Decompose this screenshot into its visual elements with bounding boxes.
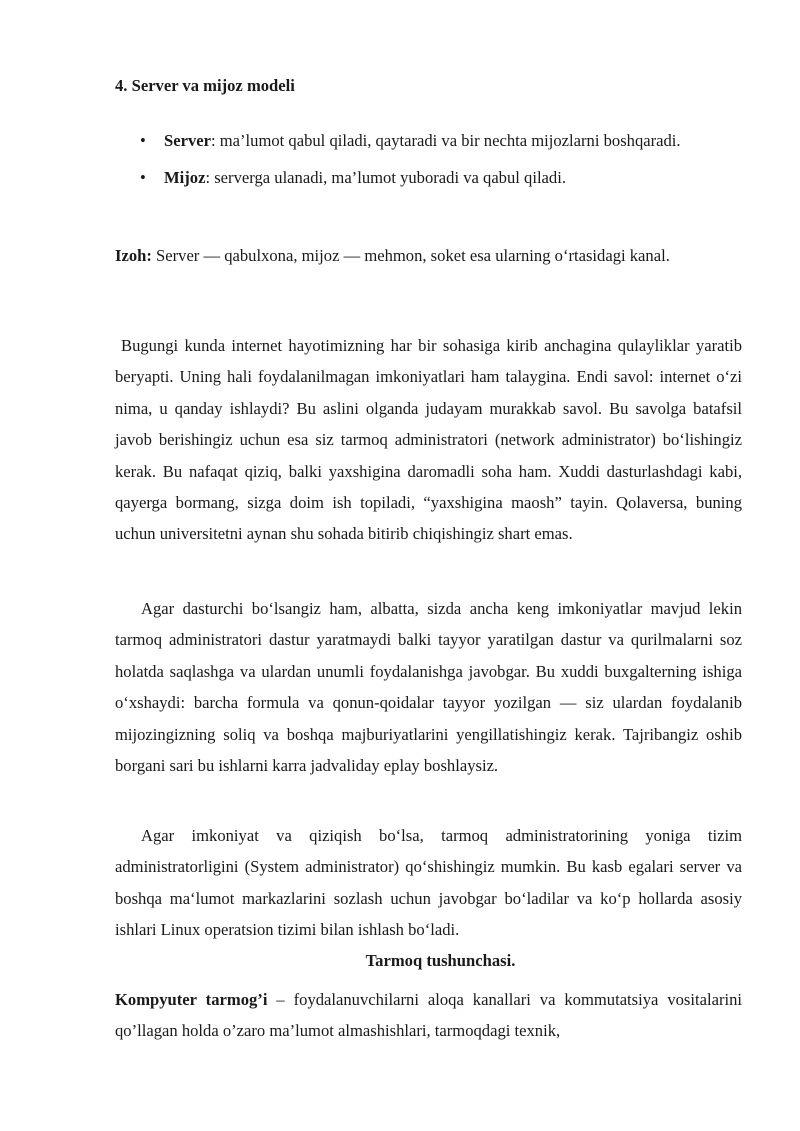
definition-text: – foydalanuvchilarni aloqa kanallari va kommutatsiya vositalarini qo’llagan holda o’zaro ma’lumot almashishlari, tarmoqdagi texnik, (115, 990, 742, 1041)
section-heading: 4. Server va mijoz modeli (115, 76, 295, 95)
bullet-text: : ma’lumot qabul qiladi, qaytaradi va bir nechta mijozlarni boshqaradi. (211, 131, 681, 150)
bullet-icon: • (140, 168, 146, 187)
bullet-term: Server (164, 131, 211, 150)
bullet-icon: • (140, 131, 146, 150)
note-text: Server — qabulxona, mijoz — mehmon, soket esa ularning o‘rtasidagi kanal. (151, 246, 670, 265)
subheading: Tarmoq tushunchasi. (365, 951, 516, 970)
list-item (140, 163, 700, 192)
bullet-text: : serverga ulanadi, ma’lumot yuboradi va qabul qiladi. (205, 168, 566, 187)
definition-paragraph (115, 984, 742, 1047)
bullet-list (140, 126, 700, 200)
bullet-term: Mijoz (164, 168, 206, 187)
note-label: Izoh: (115, 246, 152, 265)
definition-term: Kompyuter tarmog’i (115, 990, 268, 1009)
list-item (140, 126, 700, 155)
paragraph: Bugungi kunda internet hayotimizning har bir sohasiga kirib anchagina qulayliklar yaratib beryapti. Uning hali foydalanilmagan imkoniyatlari ham talaygina. Endi savol: internet o‘zi nima, u qanday ishlaydi? Bu aslini olganda judayam murakkab savol. Bu savolga batafsil javob berishingiz uchun esa siz tarmoq administratori (network administrator) bo‘lishingiz kerak. Bu nafaqat qiziq, balki yaxshigina daromadli soha ham. Xuddi dasturlashdagi kabi, qayerga bormang, sizga doim ish topiladi, “yaxshigina maosh” tayin. Qolaversa, buning uchun universitetni aynan shu sohada bitirib chiqishingiz shart emas. (115, 336, 742, 544)
paragraph: Agar dasturchi bo‘lsangiz ham, albatta, sizda ancha keng imkoniyatlar mavjud lekin tarmoq administratori dastur yaratmaydi balki tayyor yaratilgan dastur va qurilmalarni soz holatda saqlashga va ulardan unumli foydalanishga javobgar. Bu xuddi buxgalterning ishiga o‘xshaydi: barcha formula va qonun-qoidalar tayyor yozilgan — siz ulardan foydalanib mijozingizning soliq va boshqa majburiyatlarini yengillatishingiz kerak. Tajribangiz oshib borgani sari bu ishlarni karra jadvaliday eplay boshlaysiz. (115, 599, 742, 776)
paragraph: Agar imkoniyat va qiziqish bo‘lsa, tarmoq administratorining yoniga tizim administratorligini (System administrator) qo‘shishingiz mumkin. Bu kasb egalari server va boshqa ma‘lumot markazlarini sozlash uchun javobgar bo‘ladilar va ko‘p hollarda asosiy ishlari Linux operatsion tizimi bilan ishlash bo‘ladi. (115, 826, 742, 940)
note (115, 240, 705, 271)
